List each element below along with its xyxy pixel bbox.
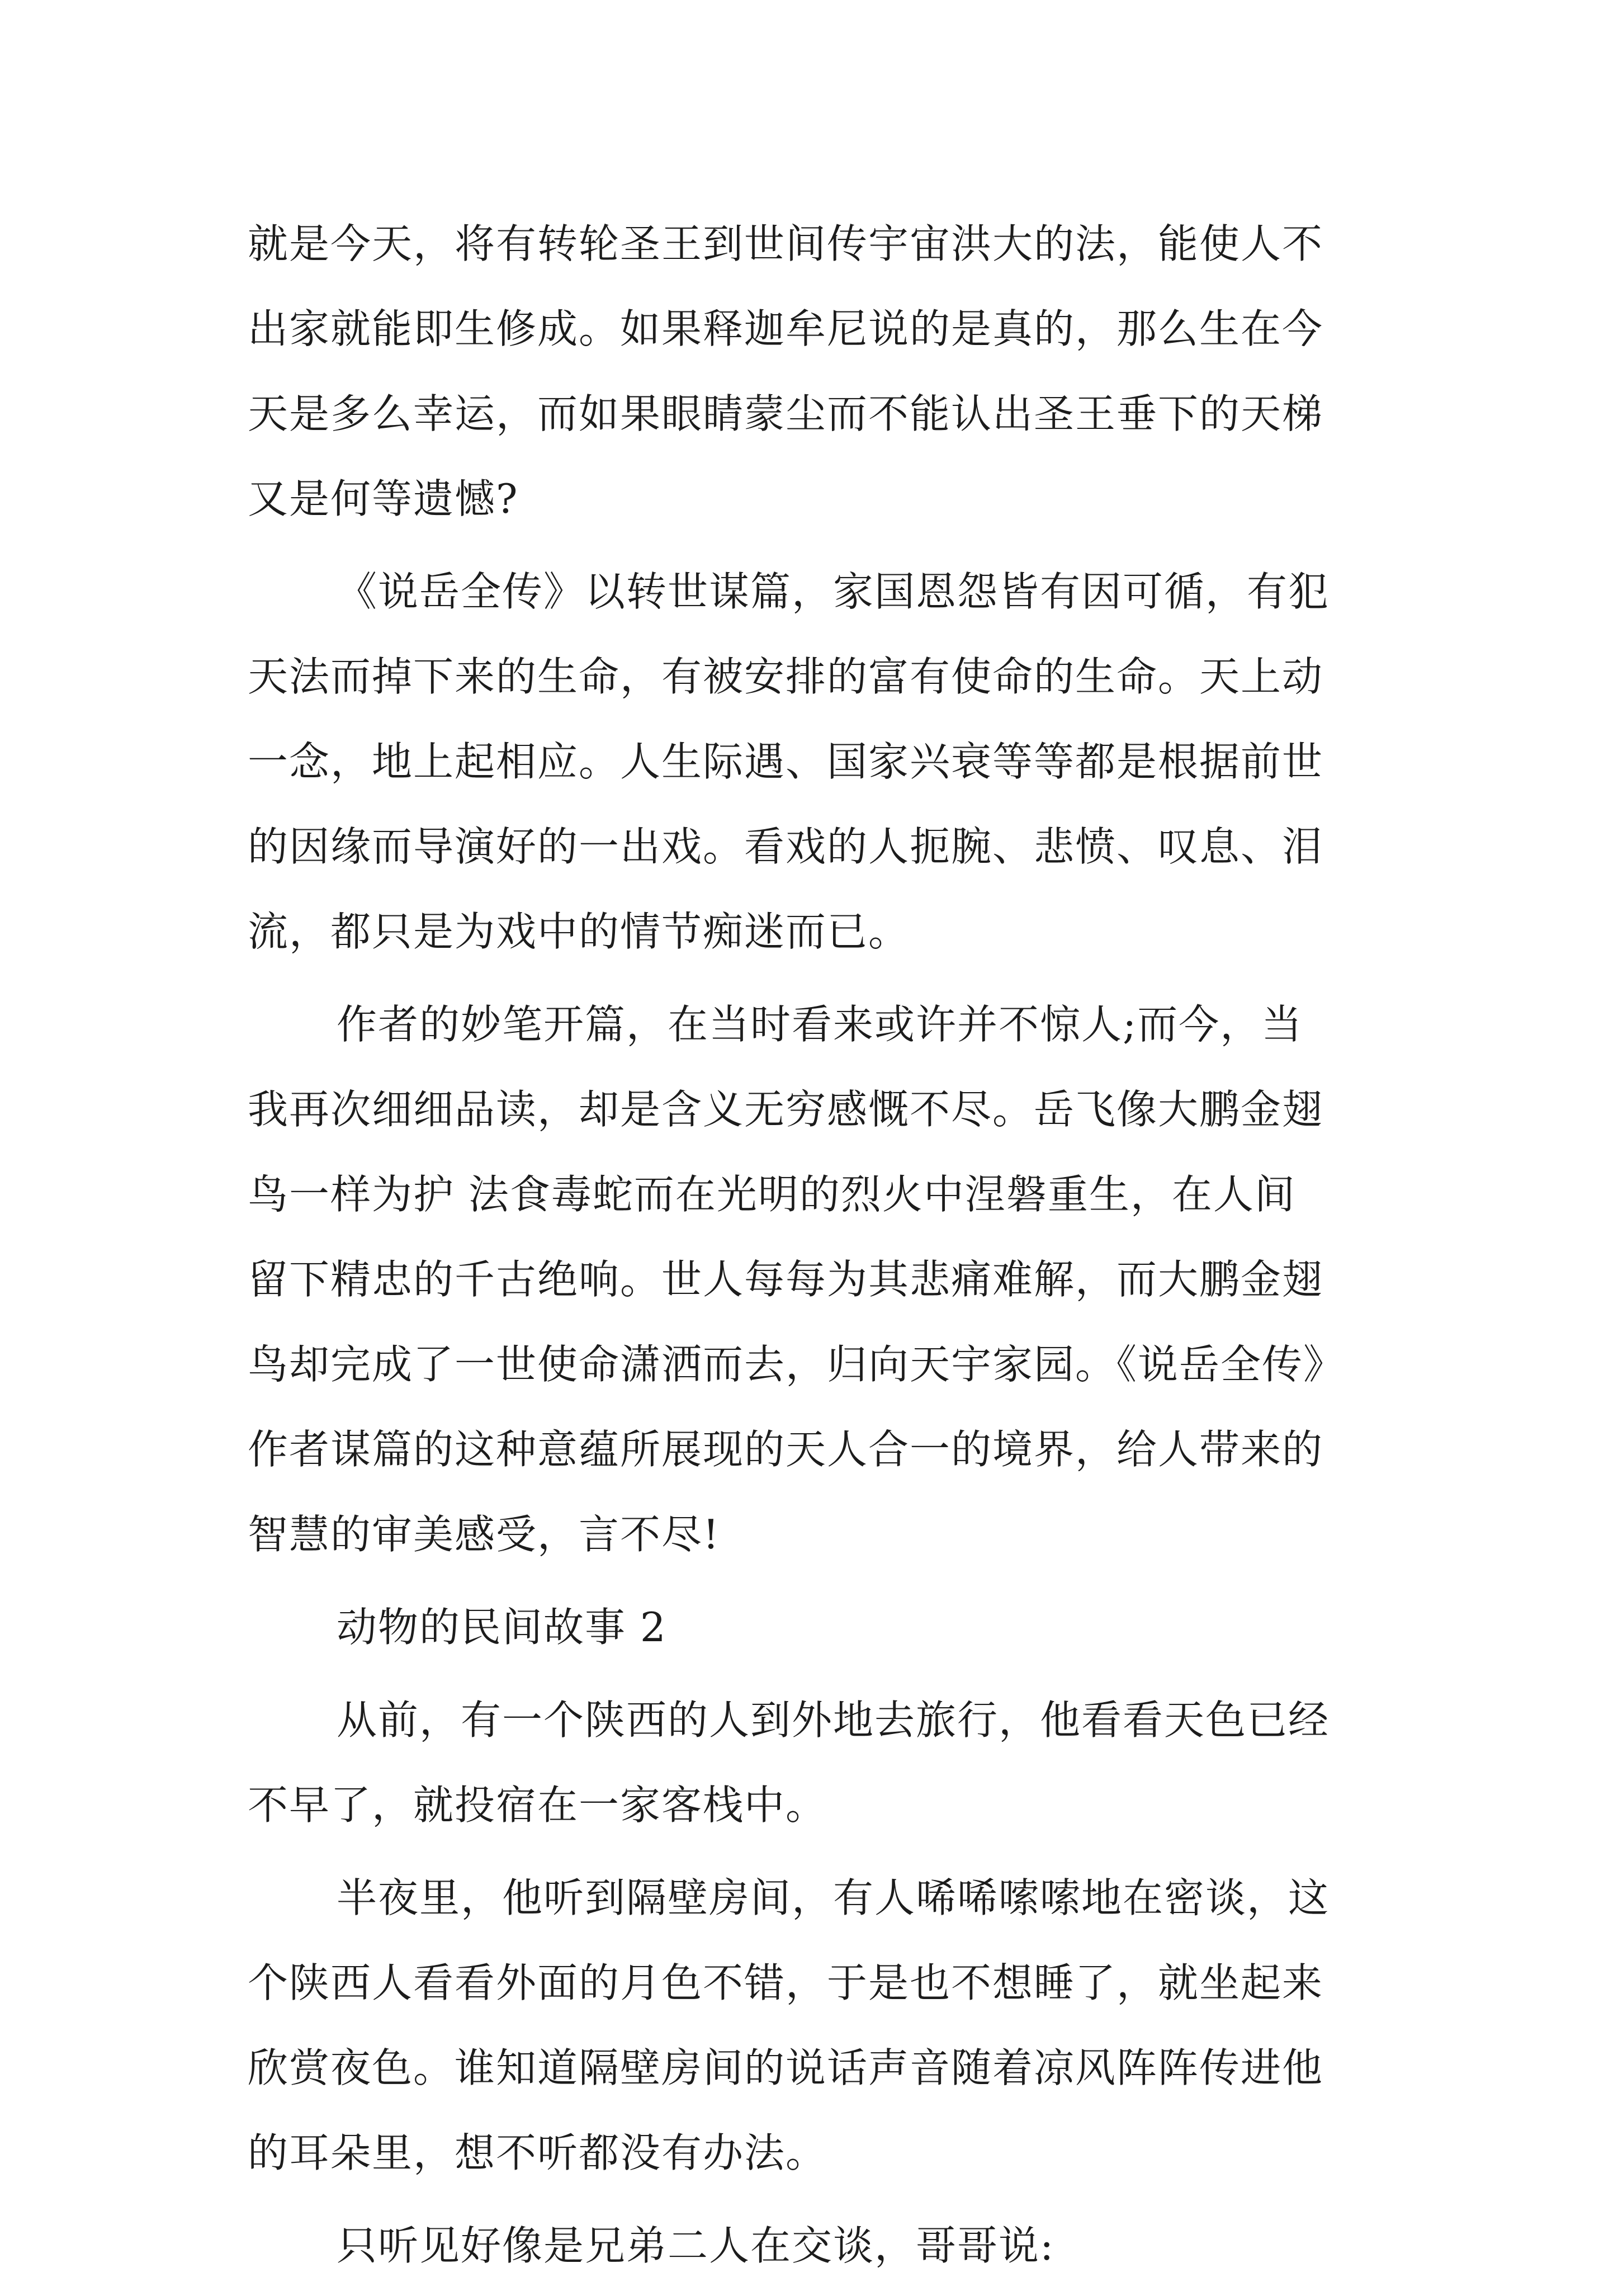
text-line: 就是今天，将有转轮圣王到世间传宇宙洪大的法，能使人不	[248, 220, 1324, 267]
text-line: 出家就能即生修成。如果释迦牟尼说的是真的，那么生在今	[248, 305, 1324, 352]
text-line: 个陕西人看看外面的月色不错，于是也不想睡了，就坐起来	[248, 1959, 1324, 2006]
paragraph-midnight	[248, 1855, 1383, 2195]
text-line: 我再次细细品读，却是含义无穷感慨不尽。岳飞像大鹏金翅	[248, 1086, 1324, 1133]
text-line: 不早了，就投宿在一家客栈中。	[248, 1782, 827, 1829]
paragraph-story-start	[248, 1678, 1383, 1848]
document-body	[248, 201, 1383, 2296]
text-line: 流，都只是为戏中的情节痴迷而已。	[248, 908, 910, 955]
text-line: 《说岳全传》以转世谋篇，家国恩怨皆有因可循，有犯	[337, 568, 1330, 615]
text-line: 天法而掉下来的生命，有被安排的富有使命的生命。天上动	[248, 653, 1324, 700]
paragraph-author	[248, 982, 1383, 1577]
text-line: 只听见好像是兄弟二人在交谈，哥哥说:	[337, 2222, 1055, 2269]
paragraph-brothers	[248, 2203, 1383, 2288]
text-line: 半夜里，他听到隔壁房间，有人唏唏嗦嗦地在密谈，这	[337, 1874, 1330, 1921]
text-line: 的耳朵里，想不听都没有办法。	[248, 2129, 827, 2176]
text-line: 的因缘而导演好的一出戏。看戏的人扼腕、悲愤、叹息、泪	[248, 823, 1324, 870]
text-line: 一念，地上起相应。人生际遇、国家兴衰等等都是根据前世	[248, 738, 1324, 785]
text-line: 又是何等遗憾?	[248, 475, 519, 522]
text-line: 作者谋篇的这种意蕴所展现的天人合一的境界，给人带来的	[248, 1426, 1324, 1473]
text-line: 留下精忠的千古绝响。世人每每为其悲痛难解，而大鹏金翅	[248, 1256, 1324, 1303]
paragraph-intro	[248, 201, 1383, 541]
text-line: 鸟却完成了一世使命潇洒而去，归向天宇家园。《说岳全传》	[248, 1341, 1345, 1388]
paragraph-shuoyue	[248, 549, 1383, 974]
section-heading	[248, 1585, 1383, 1670]
text-line: 天是多么幸运，而如果眼睛蒙尘而不能认出圣王垂下的天梯	[248, 390, 1324, 437]
section-heading-text: 动物的民间故事 2	[337, 1604, 667, 1651]
text-line: 智慧的审美感受，言不尽!	[248, 1511, 720, 1558]
text-line: 作者的妙笔开篇，在当时看来或许并不惊人;而今，当	[337, 1001, 1303, 1048]
text-line: 欣赏夜色。谁知道隔壁房间的说话声音随着凉风阵阵传进他	[248, 2044, 1324, 2091]
text-line: 从前，有一个陕西的人到外地去旅行，他看看天色已经	[337, 1697, 1330, 1744]
text-line: 鸟一样为护 法食毒蛇而在光明的烈火中涅磐重生，在人间	[248, 1171, 1296, 1218]
